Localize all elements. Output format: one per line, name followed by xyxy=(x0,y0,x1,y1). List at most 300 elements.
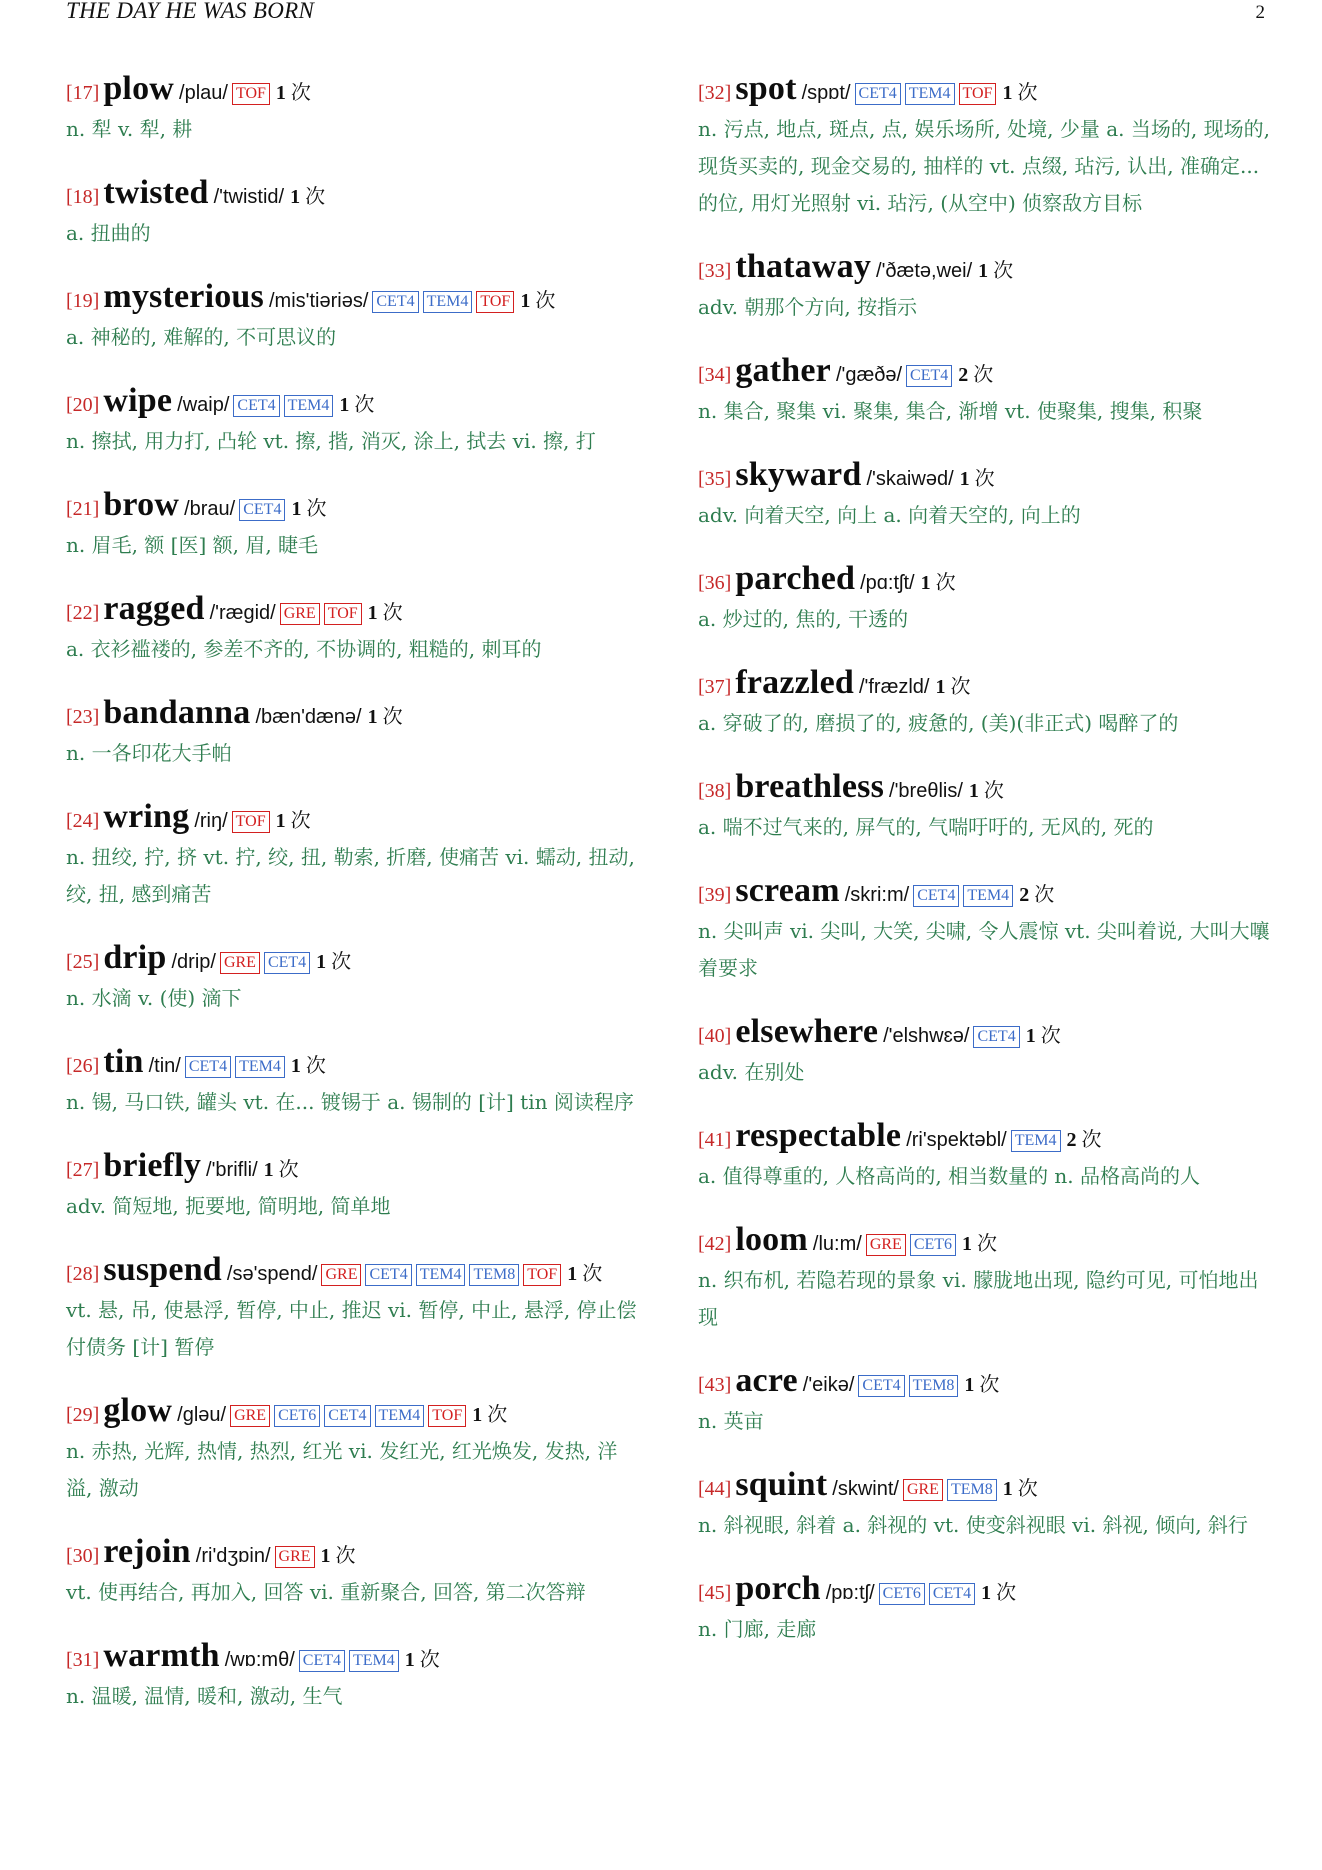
frequency-count: 1 xyxy=(404,1649,415,1671)
frequency xyxy=(981,1582,1016,1604)
vocab-entry xyxy=(66,1637,640,1715)
headword: rejoin xyxy=(103,1533,191,1570)
entry-headline xyxy=(66,590,640,633)
vocab-entry xyxy=(698,1466,1270,1544)
frequency-unit: 次 xyxy=(382,706,403,728)
headword: warmth xyxy=(103,1637,220,1674)
vocab-entry xyxy=(698,1221,1270,1336)
frequency xyxy=(290,186,325,208)
definition: n. 赤热, 光辉, 热情, 热烈, 红光 vi. 发红光, 红光焕发, 发热, 洋溢, 激动 xyxy=(66,1439,618,1500)
frequency-unit: 次 xyxy=(290,82,311,104)
headword: porch xyxy=(735,1570,821,1607)
exam-tag-tem4: TEM4 xyxy=(905,83,955,105)
exam-tag-tem4: TEM4 xyxy=(235,1056,285,1078)
entry-number: [24] xyxy=(66,810,100,832)
frequency-unit: 次 xyxy=(1040,1025,1061,1047)
exam-tag-tem4: TEM4 xyxy=(349,1650,399,1672)
vocab-entry xyxy=(698,70,1270,222)
entry-number: [18] xyxy=(66,186,100,208)
frequency-count: 1 xyxy=(981,1582,992,1604)
frequency-count: 1 xyxy=(275,82,286,104)
phonetic: /gləu/ xyxy=(177,1404,227,1426)
frequency-count: 1 xyxy=(275,810,286,832)
entry-headline xyxy=(66,278,640,321)
frequency-count: 1 xyxy=(520,290,531,312)
exam-tag-cet4: CET4 xyxy=(324,1405,370,1427)
entry-headline xyxy=(698,352,1270,395)
entry-number: [32] xyxy=(698,82,732,104)
headword: breathless xyxy=(735,768,885,805)
frequency-unit: 次 xyxy=(354,394,375,416)
page-header xyxy=(0,0,1322,40)
exam-tag-tof: TOF xyxy=(428,1405,466,1427)
entry-number: [27] xyxy=(66,1159,100,1181)
frequency-unit: 次 xyxy=(382,602,403,624)
headword: brow xyxy=(103,486,180,523)
headword: twisted xyxy=(103,174,209,211)
phonetic: /drip/ xyxy=(171,951,216,973)
entry-headline xyxy=(66,1251,640,1294)
vocab-entry xyxy=(66,1043,640,1121)
exam-tag-cet4: CET4 xyxy=(299,1650,345,1672)
entry-headline xyxy=(698,664,1270,707)
definition: a. 炒过的, 焦的, 干透的 xyxy=(698,607,909,631)
headword: respectable xyxy=(735,1117,902,1154)
frequency-count: 2 xyxy=(958,364,969,386)
exam-tag-cet4: CET4 xyxy=(239,499,285,521)
exam-tag-tof: TOF xyxy=(476,291,514,313)
frequency-count: 1 xyxy=(935,676,946,698)
vocab-entry xyxy=(698,1117,1270,1195)
definition: n. 门廊, 走廊 xyxy=(698,1617,817,1641)
definition: n. 锡, 马口铁, 罐头 vt. 在... 镀锡于 a. 锡制的 [计] tin 阅读程序 xyxy=(66,1090,634,1114)
headword: tin xyxy=(103,1043,144,1080)
frequency-unit: 次 xyxy=(535,290,556,312)
entry-headline xyxy=(698,1117,1270,1160)
frequency-count: 1 xyxy=(316,951,327,973)
phonetic: /riŋ/ xyxy=(194,810,228,832)
frequency xyxy=(405,1649,440,1671)
entry-number: [39] xyxy=(698,884,732,906)
definition: a. 扭曲的 xyxy=(66,221,151,245)
entry-headline xyxy=(698,1570,1270,1613)
frequency-unit: 次 xyxy=(935,572,956,594)
entry-number: [22] xyxy=(66,602,100,624)
frequency xyxy=(520,290,555,312)
frequency-count: 1 xyxy=(263,1159,274,1181)
entry-headline xyxy=(698,872,1270,915)
frequency-count: 1 xyxy=(320,1545,331,1567)
headword: frazzled xyxy=(735,664,854,701)
frequency-unit: 次 xyxy=(1017,1478,1038,1500)
frequency xyxy=(1026,1025,1061,1047)
frequency-count: 1 xyxy=(959,468,970,490)
phonetic: /wɒ:mθ/ xyxy=(224,1649,295,1671)
vocab-entry xyxy=(698,1362,1270,1440)
exam-tag-tem8: TEM8 xyxy=(947,1479,997,1501)
frequency-unit: 次 xyxy=(983,780,1004,802)
exam-tag-tof: TOF xyxy=(324,603,362,625)
vocab-entry xyxy=(698,768,1270,846)
frequency-unit: 次 xyxy=(996,1582,1017,1604)
headword: spot xyxy=(735,70,797,107)
exam-tag-tof: TOF xyxy=(959,83,997,105)
entry-headline xyxy=(66,694,640,737)
phonetic: /pɒ:tʃ/ xyxy=(825,1582,875,1604)
phonetic: /ri'spektəbl/ xyxy=(906,1129,1007,1151)
frequency xyxy=(321,1545,356,1567)
definition: vt. 悬, 吊, 使悬浮, 暂停, 中止, 推迟 vi. 暂停, 中止, 悬浮, 停止偿付债务 [计] 暂停 xyxy=(66,1298,637,1359)
frequency-unit: 次 xyxy=(335,1545,356,1567)
headword: drip xyxy=(103,939,167,976)
definition: n. 眉毛, 额 [医] 额, 眉, 睫毛 xyxy=(66,533,319,557)
exam-tag-gre: GRE xyxy=(275,1546,315,1568)
phonetic: /lu:m/ xyxy=(812,1233,862,1255)
frequency-unit: 次 xyxy=(305,1055,326,1077)
frequency xyxy=(368,602,403,624)
exam-tag-gre: GRE xyxy=(903,1479,943,1501)
phonetic: /skwint/ xyxy=(832,1478,899,1500)
entry-headline xyxy=(66,70,640,113)
headword: bandanna xyxy=(103,694,251,731)
definition: adv. 朝那个方向, 按指示 xyxy=(698,295,918,319)
frequency-unit: 次 xyxy=(331,951,352,973)
frequency-count: 1 xyxy=(920,572,931,594)
frequency xyxy=(368,706,403,728)
page-number: 2 xyxy=(1255,2,1265,23)
frequency xyxy=(291,498,326,520)
phonetic: /ri'dʒɒin/ xyxy=(195,1545,271,1567)
phonetic: /'fræzld/ xyxy=(858,676,930,698)
entry-headline xyxy=(66,382,640,425)
frequency-count: 1 xyxy=(1025,1025,1036,1047)
phonetic: /'breθlis/ xyxy=(889,780,963,802)
frequency-count: 1 xyxy=(962,1233,973,1255)
phonetic: /'eikə/ xyxy=(802,1374,855,1396)
entry-headline xyxy=(66,1392,640,1435)
headword: wipe xyxy=(103,382,173,419)
vocab-entry xyxy=(66,1251,640,1366)
headword: parched xyxy=(735,560,856,597)
phonetic: /'twistid/ xyxy=(213,186,285,208)
phonetic: /'gæðə/ xyxy=(835,364,903,386)
frequency-count: 1 xyxy=(291,498,302,520)
exam-tag-gre: GRE xyxy=(220,952,260,974)
frequency xyxy=(962,1233,997,1255)
definition: a. 喘不过气来的, 屏气的, 气喘吁吁的, 无风的, 死的 xyxy=(698,815,1154,839)
entry-headline xyxy=(698,560,1270,603)
vocab-entry xyxy=(698,248,1270,326)
entry-number: [28] xyxy=(66,1263,100,1285)
exam-tag-cet4: CET4 xyxy=(906,365,952,387)
entry-headline xyxy=(698,70,1270,113)
frequency xyxy=(291,1055,326,1077)
vocab-entry xyxy=(698,872,1270,987)
phonetic: /'skaiwəd/ xyxy=(866,468,954,490)
frequency-unit: 次 xyxy=(278,1159,299,1181)
exam-tag-tem4: TEM4 xyxy=(416,1264,466,1286)
frequency xyxy=(316,951,351,973)
phonetic: /bæn'dænə/ xyxy=(255,706,362,728)
frequency xyxy=(978,260,1013,282)
frequency-count: 1 xyxy=(367,602,378,624)
frequency-count: 2 xyxy=(1066,1129,1077,1151)
entry-headline xyxy=(698,1362,1270,1405)
phonetic: /pɑ:tʃt/ xyxy=(860,572,915,594)
vocab-entry xyxy=(66,694,640,772)
entry-number: [36] xyxy=(698,572,732,594)
frequency xyxy=(1003,1478,1038,1500)
exam-tag-tof: TOF xyxy=(232,83,270,105)
definition: n. 污点, 地点, 斑点, 点, 娱乐场所, 处境, 少量 a. 当场的, 现场的, 现货买卖的, 现金交易的, 抽样的 vt. 点缀, 玷污, 认出, 准确定... 的位, 用灯光照射 vi. 玷污, (从空中) 侦察敌方目标 xyxy=(698,117,1270,215)
definition: n. 一各印花大手帕 xyxy=(66,741,232,765)
headword: loom xyxy=(735,1221,808,1258)
exam-tag-tof: TOF xyxy=(523,1264,561,1286)
phonetic: /'brifli/ xyxy=(206,1159,258,1181)
right-column xyxy=(698,70,1270,1648)
entry-number: [21] xyxy=(66,498,100,520)
headword: gather xyxy=(735,352,831,389)
exam-tag-tem4: TEM4 xyxy=(423,291,473,313)
phonetic: /'ðætə,wei/ xyxy=(876,260,973,282)
definition: adv. 向着天空, 向上 a. 向着天空的, 向上的 xyxy=(698,503,1081,527)
definition: a. 值得尊重的, 人格高尚的, 相当数量的 n. 品格高尚的人 xyxy=(698,1164,1201,1188)
frequency xyxy=(264,1159,299,1181)
exam-tag-cet4: CET4 xyxy=(185,1056,231,1078)
entry-number: [42] xyxy=(698,1233,732,1255)
entry-number: [45] xyxy=(698,1582,732,1604)
phonetic: /tin/ xyxy=(148,1055,181,1077)
definition: adv. 在别处 xyxy=(698,1060,805,1084)
frequency-count: 1 xyxy=(567,1263,578,1285)
phonetic: /sə'spend/ xyxy=(226,1263,318,1285)
frequency-unit: 次 xyxy=(1017,82,1038,104)
entry-headline xyxy=(66,1533,640,1576)
frequency xyxy=(958,364,993,386)
vocab-entry xyxy=(66,382,640,460)
exam-tag-gre: GRE xyxy=(866,1234,906,1256)
definition: n. 集合, 聚集 vi. 聚集, 集合, 渐增 vt. 使聚集, 搜集, 积聚 xyxy=(698,399,1203,423)
phonetic: /'rægid/ xyxy=(209,602,276,624)
exam-tag-cet4: CET4 xyxy=(929,1583,975,1605)
entry-headline xyxy=(66,939,640,982)
vocab-entry xyxy=(66,798,640,913)
frequency xyxy=(472,1404,507,1426)
entry-number: [34] xyxy=(698,364,732,386)
vocab-entry xyxy=(698,1013,1270,1091)
entry-headline xyxy=(66,1637,640,1680)
frequency-unit: 次 xyxy=(305,186,326,208)
frequency xyxy=(1019,884,1054,906)
vocab-entry xyxy=(698,560,1270,638)
entry-headline xyxy=(698,1221,1270,1264)
frequency-count: 1 xyxy=(290,186,301,208)
entry-headline xyxy=(66,1147,640,1190)
frequency-count: 1 xyxy=(1002,1478,1013,1500)
definition: n. 犁 v. 犁, 耕 xyxy=(66,117,193,141)
frequency xyxy=(1002,82,1037,104)
frequency-unit: 次 xyxy=(950,676,971,698)
entry-headline xyxy=(66,1043,640,1086)
entry-headline xyxy=(698,248,1270,291)
frequency-unit: 次 xyxy=(290,810,311,832)
exam-tag-cet4: CET4 xyxy=(365,1264,411,1286)
frequency-count: 1 xyxy=(472,1404,483,1426)
headword: squint xyxy=(735,1466,828,1503)
definition: n. 温暖, 温情, 暖和, 激动, 生气 xyxy=(66,1684,343,1708)
entry-headline xyxy=(698,456,1270,499)
frequency-unit: 次 xyxy=(306,498,327,520)
frequency xyxy=(969,780,1004,802)
entry-number: [26] xyxy=(66,1055,100,1077)
vocab-entry xyxy=(66,1147,640,1225)
phonetic: /waip/ xyxy=(177,394,230,416)
vocab-entry xyxy=(66,590,640,668)
definition: a. 衣衫褴褛的, 参差不齐的, 不协调的, 粗糙的, 刺耳的 xyxy=(66,637,542,661)
frequency xyxy=(960,468,995,490)
entry-headline xyxy=(698,768,1270,811)
frequency-unit: 次 xyxy=(487,1404,508,1426)
entry-number: [44] xyxy=(698,1478,732,1500)
headword: thataway xyxy=(735,248,872,285)
definition: n. 擦拭, 用力打, 凸轮 vt. 擦, 揩, 消灭, 涂上, 拭去 vi. 擦, 打 xyxy=(66,429,596,453)
entry-number: [43] xyxy=(698,1374,732,1396)
entry-number: [29] xyxy=(66,1404,100,1426)
entry-number: [33] xyxy=(698,260,732,282)
frequency-count: 2 xyxy=(1019,884,1030,906)
exam-tag-tof: TOF xyxy=(232,811,270,833)
headword: briefly xyxy=(103,1147,202,1184)
entry-headline xyxy=(698,1013,1270,1056)
frequency-unit: 次 xyxy=(1081,1129,1102,1151)
frequency-unit: 次 xyxy=(993,260,1014,282)
phonetic: /skri:m/ xyxy=(844,884,910,906)
vocab-entry xyxy=(698,456,1270,534)
phonetic: /'elshwɛə/ xyxy=(883,1025,970,1047)
entry-headline xyxy=(698,1466,1270,1509)
headword: plow xyxy=(103,70,175,107)
entry-headline xyxy=(66,486,640,529)
vocab-entry xyxy=(66,486,640,564)
headword: suspend xyxy=(103,1251,222,1288)
exam-tag-gre: GRE xyxy=(280,603,320,625)
vocab-entry xyxy=(698,664,1270,742)
frequency-count: 1 xyxy=(290,1055,301,1077)
vocab-entry xyxy=(698,1570,1270,1648)
vocab-entry xyxy=(66,1392,640,1507)
frequency-count: 1 xyxy=(978,260,989,282)
exam-tag-cet4: CET4 xyxy=(973,1026,1019,1048)
vocab-entry xyxy=(66,70,640,148)
exam-tag-tem8: TEM8 xyxy=(909,1375,959,1397)
exam-tag-cet4: CET4 xyxy=(372,291,418,313)
exam-tag-cet4: CET4 xyxy=(264,952,310,974)
headword: scream xyxy=(735,872,840,909)
entry-headline xyxy=(66,174,640,217)
frequency-unit: 次 xyxy=(1034,884,1055,906)
exam-tag-tem4: TEM4 xyxy=(375,1405,425,1427)
entry-number: [40] xyxy=(698,1025,732,1047)
frequency-unit: 次 xyxy=(419,1649,440,1671)
exam-tag-cet6: CET6 xyxy=(274,1405,320,1427)
exam-tag-tem4: TEM4 xyxy=(963,885,1013,907)
frequency-unit: 次 xyxy=(977,1233,998,1255)
frequency xyxy=(276,810,311,832)
definition: n. 尖叫声 vi. 尖叫, 大笑, 尖啸, 令人震惊 vt. 尖叫着说, 大叫大嚷着要求 xyxy=(698,919,1270,980)
exam-tag-cet6: CET6 xyxy=(910,1234,956,1256)
phonetic: /spɒt/ xyxy=(801,82,851,104)
frequency xyxy=(921,572,956,594)
definition: adv. 简短地, 扼要地, 简明地, 简单地 xyxy=(66,1194,391,1218)
exam-tag-tem8: TEM8 xyxy=(469,1264,519,1286)
entry-number: [30] xyxy=(66,1545,100,1567)
document-title: THE DAY HE WAS BORN xyxy=(66,0,315,23)
frequency xyxy=(964,1374,999,1396)
exam-tag-cet4: CET4 xyxy=(855,83,901,105)
phonetic: /brau/ xyxy=(184,498,236,520)
definition: vt. 使再结合, 再加入, 回答 vi. 重新聚合, 回答, 第二次答辩 xyxy=(66,1580,586,1604)
frequency xyxy=(276,82,311,104)
entry-number: [25] xyxy=(66,951,100,973)
vocab-entry xyxy=(66,278,640,356)
exam-tag-cet6: CET6 xyxy=(879,1583,925,1605)
frequency-unit: 次 xyxy=(582,1263,603,1285)
frequency-count: 1 xyxy=(367,706,378,728)
headword: wring xyxy=(103,798,190,835)
headword: mysterious xyxy=(103,278,264,315)
entry-number: [31] xyxy=(66,1649,100,1671)
frequency-count: 1 xyxy=(1002,82,1013,104)
frequency xyxy=(567,1263,602,1285)
left-column xyxy=(66,70,640,1715)
definition: n. 斜视眼, 斜着 a. 斜视的 vt. 使变斜视眼 vi. 斜视, 倾向, 斜行 xyxy=(698,1513,1248,1537)
frequency-unit: 次 xyxy=(979,1374,1000,1396)
exam-tag-gre: GRE xyxy=(321,1264,361,1286)
frequency xyxy=(339,394,374,416)
vocab-entry xyxy=(698,352,1270,430)
vocab-entry xyxy=(66,1533,640,1611)
frequency xyxy=(935,676,970,698)
entry-number: [17] xyxy=(66,82,100,104)
exam-tag-cet4: CET4 xyxy=(233,395,279,417)
headword: skyward xyxy=(735,456,862,493)
exam-tag-tem4: TEM4 xyxy=(1011,1130,1061,1152)
entry-number: [41] xyxy=(698,1129,732,1151)
entry-number: [23] xyxy=(66,706,100,728)
phonetic: /plau/ xyxy=(179,82,228,104)
definition: n. 水滴 v. (使) 滴下 xyxy=(66,986,242,1010)
definition: n. 织布机, 若隐若现的景象 vi. 朦胧地出现, 隐约可见, 可怕地出现 xyxy=(698,1268,1259,1329)
frequency-count: 1 xyxy=(339,394,350,416)
frequency-count: 1 xyxy=(968,780,979,802)
entry-number: [35] xyxy=(698,468,732,490)
entry-number: [37] xyxy=(698,676,732,698)
exam-tag-gre: GRE xyxy=(230,1405,270,1427)
definition: n. 英亩 xyxy=(698,1409,764,1433)
frequency xyxy=(1067,1129,1102,1151)
headword: glow xyxy=(103,1392,173,1429)
exam-tag-tem4: TEM4 xyxy=(284,395,334,417)
vocab-entry xyxy=(66,174,640,252)
vocab-entry xyxy=(66,939,640,1017)
entry-headline xyxy=(66,798,640,841)
headword: ragged xyxy=(103,590,205,627)
entry-number: [19] xyxy=(66,290,100,312)
headword: elsewhere xyxy=(735,1013,879,1050)
phonetic: /mis'tiəriəs/ xyxy=(268,290,369,312)
exam-tag-cet4: CET4 xyxy=(858,1375,904,1397)
frequency-unit: 次 xyxy=(974,468,995,490)
